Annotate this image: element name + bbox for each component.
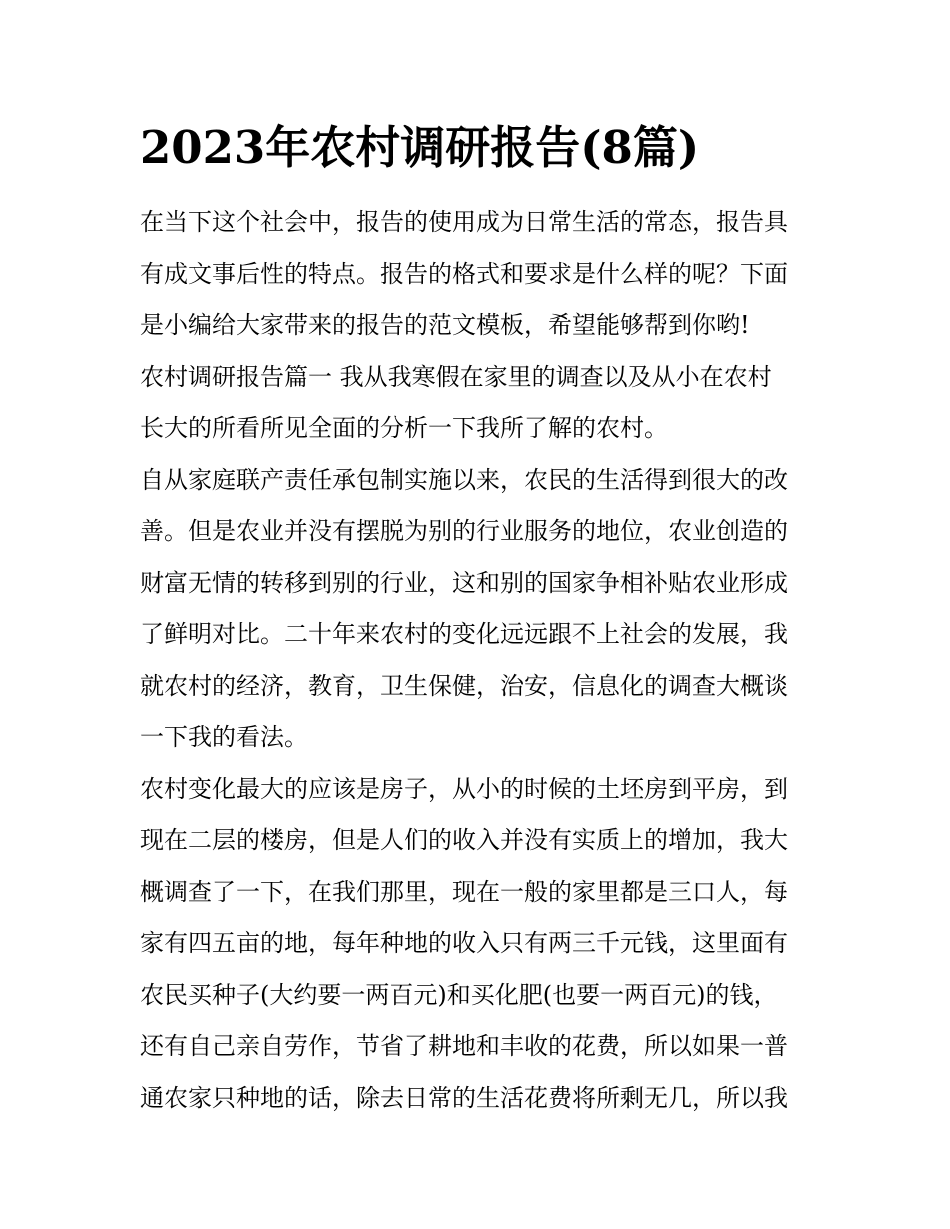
text-line: 了鲜明对比。二十年来农村的变化远远跟不上社会的发展，我 xyxy=(140,620,788,648)
text-line: 就农村的经济，教育，卫生保健，治安，信息化的调查大概谈 xyxy=(140,671,788,700)
text-line: 农村变化最大的应该是房子，从小的时候的土坯房到平房，到 xyxy=(140,774,788,803)
text-line: 财富无情的转移到别的行业，这和别的国家争相补贴农业形成 xyxy=(140,568,788,597)
text-line: 农民买种子(大约要一两百元)和买化肥(也要一两百元)的钱， xyxy=(140,980,778,1009)
text-line: 是小编给大家带来的报告的范文模板，希望能够帮到你哟! xyxy=(140,311,750,339)
text-line: 在当下这个社会中，报告的使用成为日常生活的常态，报告具 xyxy=(140,208,788,236)
text-line: 还有自己亲自劳作，节省了耕地和丰收的花费，所以如果一普 xyxy=(140,1032,788,1060)
text-line: 通农家只种地的话，除去日常的生活花费将所剩无几，所以我 xyxy=(140,1083,788,1112)
document-body xyxy=(140,197,812,1124)
text-line: 长大的所看所见全面的分析一下我所了解的农村。 xyxy=(140,414,668,442)
text-line: 善。但是农业并没有摆脱为别的行业服务的地位，农业创造的 xyxy=(140,517,788,545)
document-title: 2023年农村调研报告(8篇) xyxy=(140,121,700,174)
text-line: 农村调研报告篇一 我从我寒假在家里的调查以及从小在农村 xyxy=(140,362,772,391)
text-line: 自从家庭联产责任承包制实施以来，农民的生活得到很大的改 xyxy=(140,465,788,494)
text-line: 一下我的看法。 xyxy=(140,723,308,751)
text-line: 有成文事后性的特点。报告的格式和要求是什么样的呢？下面 xyxy=(140,259,788,288)
text-line: 现在二层的楼房，但是人们的收入并没有实质上的增加，我大 xyxy=(140,826,788,854)
text-line: 概调查了一下，在我们那里，现在一般的家里都是三口人，每 xyxy=(140,877,788,906)
text-line: 家有四五亩的地，每年种地的收入只有两三千元钱，这里面有 xyxy=(140,929,788,957)
